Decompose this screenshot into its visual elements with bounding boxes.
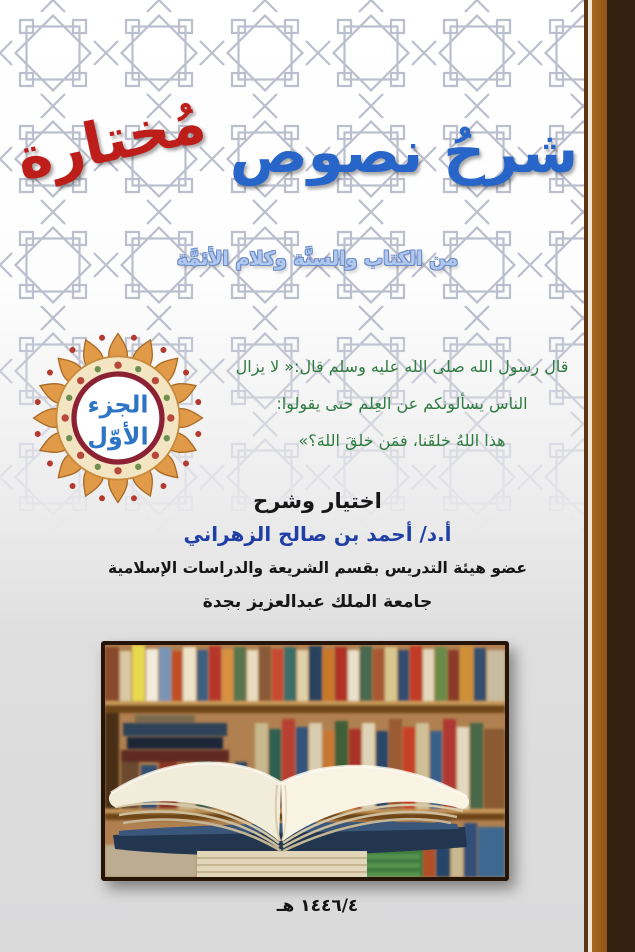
title-accent: مُختارة xyxy=(10,87,212,194)
part-one-medallion xyxy=(30,330,206,506)
stripe-dark-brown xyxy=(607,0,635,952)
publication-date: ١٤٤٦/٤ هـ xyxy=(276,896,359,916)
medallion-part-label: الجزء xyxy=(87,390,149,419)
hadith-line: الناس يسألونكم عن العِلم حتى يقولوا: xyxy=(276,394,528,413)
hadith-line: قال رسول الله صلى الله عليه وسلم قال:« لا يزال xyxy=(235,357,569,376)
hadith-quote xyxy=(220,330,584,459)
hadith-line: هذا اللهُ خلقَنا، فمَن خلقَ اللهَ؟» xyxy=(298,431,506,450)
title-main: شرحُ نصوص xyxy=(229,118,579,186)
library-photo xyxy=(101,641,509,881)
author-affiliation: عضو هيئة التدريس بقسم الشريعة والدراسات الإسلامية xyxy=(107,559,528,577)
credits-block xyxy=(0,489,635,612)
author-university: جامعة الملك عبدالعزيز بجدة xyxy=(202,592,433,612)
credits-heading: اختيار وشرح xyxy=(253,489,382,513)
medallion-hadith-row xyxy=(30,330,584,506)
open-book-illustration xyxy=(105,645,505,877)
book-subtitle: من الكتاب والسنَّة وكلام الأئمَّة xyxy=(176,248,459,270)
author-name: أ.د/ أحمد بن صالح الزهراني xyxy=(183,522,452,546)
medallion-part-number: الأوّل xyxy=(87,422,149,451)
book-title xyxy=(0,87,596,194)
